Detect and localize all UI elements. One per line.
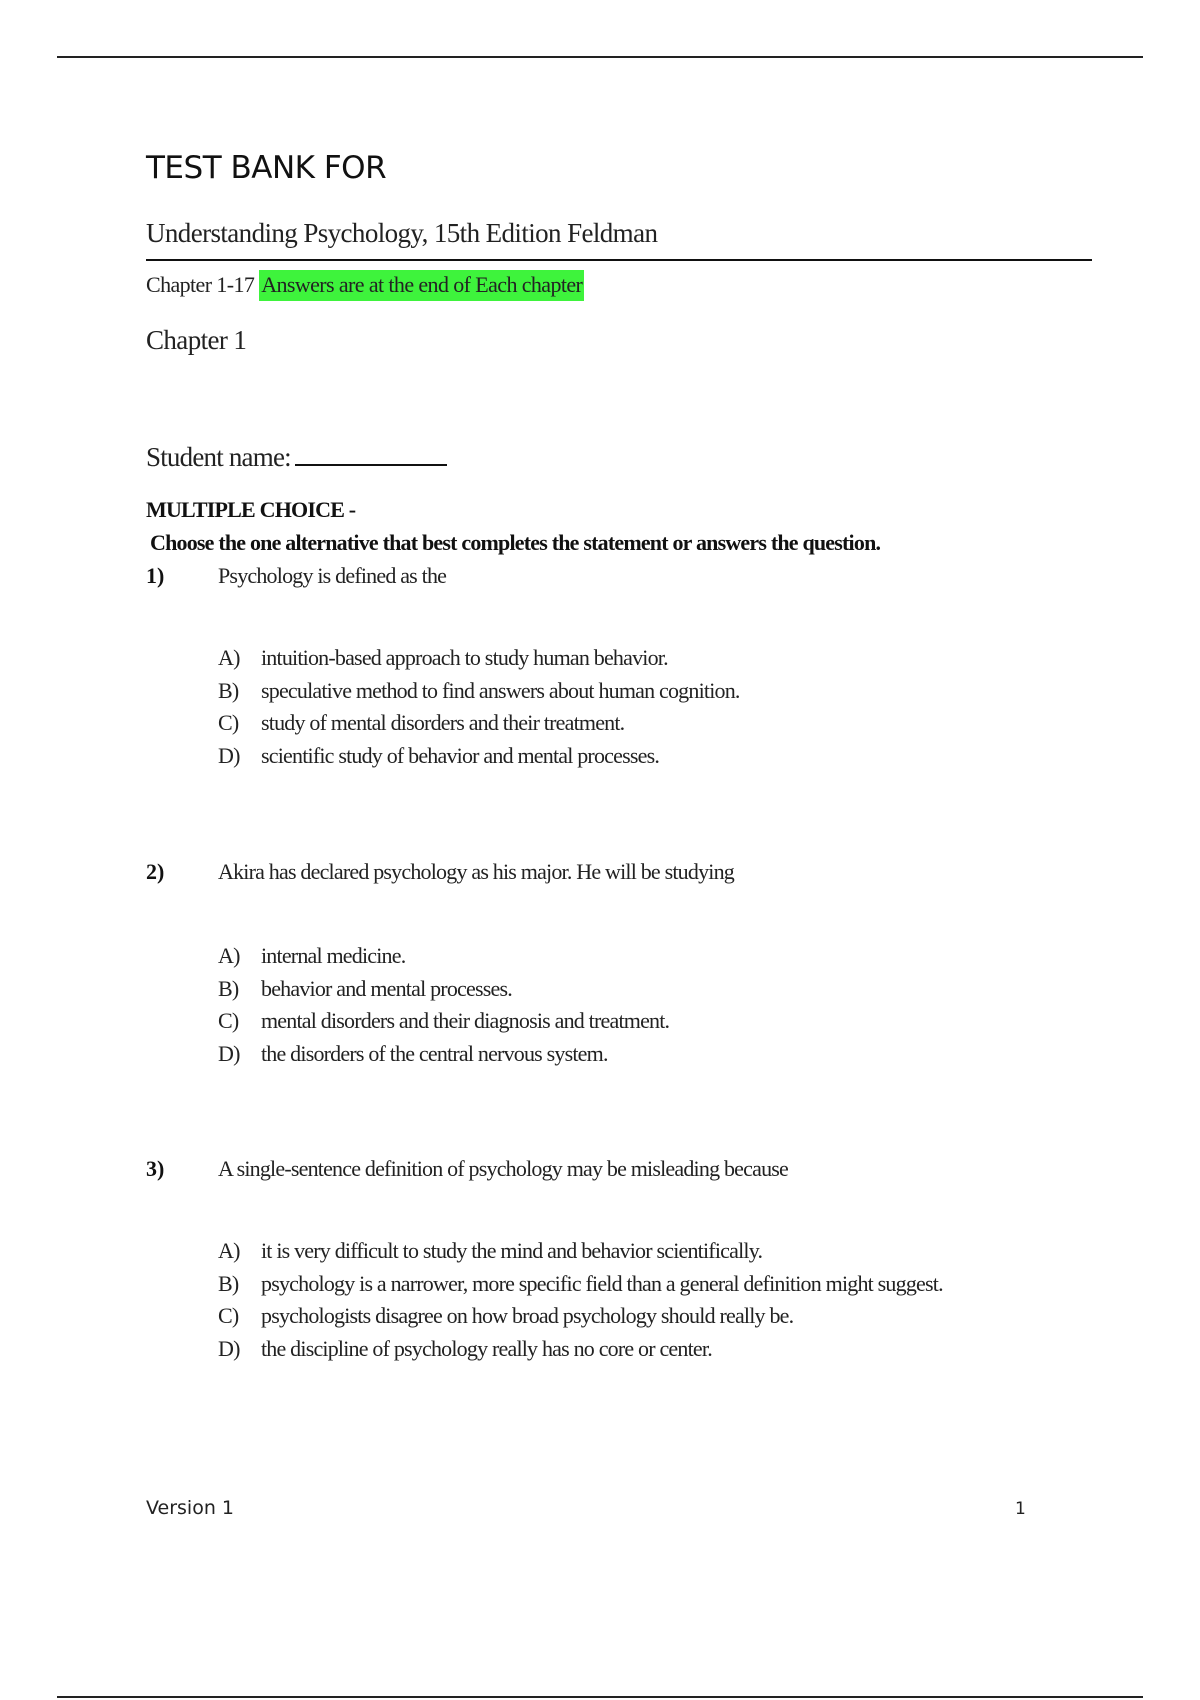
book-subtitle: Understanding Psychology, 15th Edition Feldman xyxy=(146,218,658,248)
option-text: it is very difficult to study the mind and behavior scientifically. xyxy=(261,1238,763,1263)
answer-option-c[interactable] xyxy=(218,1303,943,1336)
option-letter: A) xyxy=(218,943,240,968)
chapter-heading: Chapter 1 xyxy=(146,325,247,355)
answer-option-a[interactable] xyxy=(218,645,740,678)
option-letter: D) xyxy=(218,1335,240,1361)
option-text: mental disorders and their diagnosis and treatment. xyxy=(261,1008,670,1033)
option-text: the discipline of psychology really has no core or center. xyxy=(261,1335,712,1361)
question-number: 3) xyxy=(146,1156,165,1181)
option-text: psychologists disagree on how broad psychology should really be. xyxy=(261,1303,794,1328)
option-text: study of mental disorders and their treatment. xyxy=(261,710,625,735)
option-text: the disorders of the central nervous system. xyxy=(261,1040,608,1066)
answer-options xyxy=(218,1238,943,1368)
question-number: 1) xyxy=(146,563,165,588)
question-stem: Psychology is defined as the xyxy=(218,563,447,588)
option-letter: D) xyxy=(218,1040,240,1066)
answer-option-c[interactable] xyxy=(218,710,740,743)
student-name-label: Student name: xyxy=(146,442,291,472)
option-letter: C) xyxy=(218,1008,239,1033)
answer-option-b[interactable] xyxy=(218,1271,943,1304)
option-text: speculative method to find answers about human cognition. xyxy=(261,677,740,703)
option-text: internal medicine. xyxy=(261,943,406,968)
chapter-range: Chapter 1-17 xyxy=(146,272,255,297)
top-page-rule xyxy=(57,56,1143,58)
question-stem: A single-sentence definition of psychology may be misleading because xyxy=(218,1156,788,1181)
subtitle-underline xyxy=(146,259,1092,261)
answer-option-d[interactable] xyxy=(218,1336,943,1369)
option-letter: C) xyxy=(218,1303,239,1328)
answer-option-c[interactable] xyxy=(218,1008,669,1041)
section-instruction: Choose the one alternative that best completes the statement or answers the question. xyxy=(150,530,881,555)
bottom-page-rule xyxy=(57,1696,1143,1698)
option-letter: B) xyxy=(218,677,239,703)
option-text: intuition-based approach to study human behavior. xyxy=(261,645,668,670)
option-text: psychology is a narrower, more specific field than a general definition might suggest. xyxy=(261,1270,943,1296)
footer-page-number: 1 xyxy=(1015,1499,1026,1519)
answer-option-a[interactable] xyxy=(218,1238,943,1271)
section-heading: MULTIPLE CHOICE - xyxy=(146,497,356,522)
option-letter: D) xyxy=(218,742,240,768)
answer-option-b[interactable] xyxy=(218,678,740,711)
option-text: scientific study of behavior and mental processes. xyxy=(261,742,660,768)
student-name-row xyxy=(146,440,447,473)
option-letter: A) xyxy=(218,645,240,670)
chapter-range-line xyxy=(146,272,584,298)
footer-version: Version 1 xyxy=(146,1497,234,1519)
answer-option-a[interactable] xyxy=(218,943,669,976)
answer-option-d[interactable] xyxy=(218,1041,669,1074)
answer-option-d[interactable] xyxy=(218,743,740,776)
option-letter: B) xyxy=(218,975,239,1001)
document-title: TEST BANK FOR xyxy=(146,150,387,186)
option-letter: C) xyxy=(218,710,239,735)
answer-options xyxy=(218,943,669,1073)
option-letter: A) xyxy=(218,1238,240,1263)
option-letter: B) xyxy=(218,1270,239,1296)
answers-highlight-note: Answers are at the end of Each chapter xyxy=(259,270,584,301)
question-stem: Akira has declared psychology as his major. He will be studying xyxy=(218,859,734,884)
student-name-blank[interactable] xyxy=(295,440,447,466)
question-number: 2) xyxy=(146,859,165,884)
answer-option-b[interactable] xyxy=(218,976,669,1009)
option-text: behavior and mental processes. xyxy=(261,975,512,1001)
answer-options xyxy=(218,645,740,775)
